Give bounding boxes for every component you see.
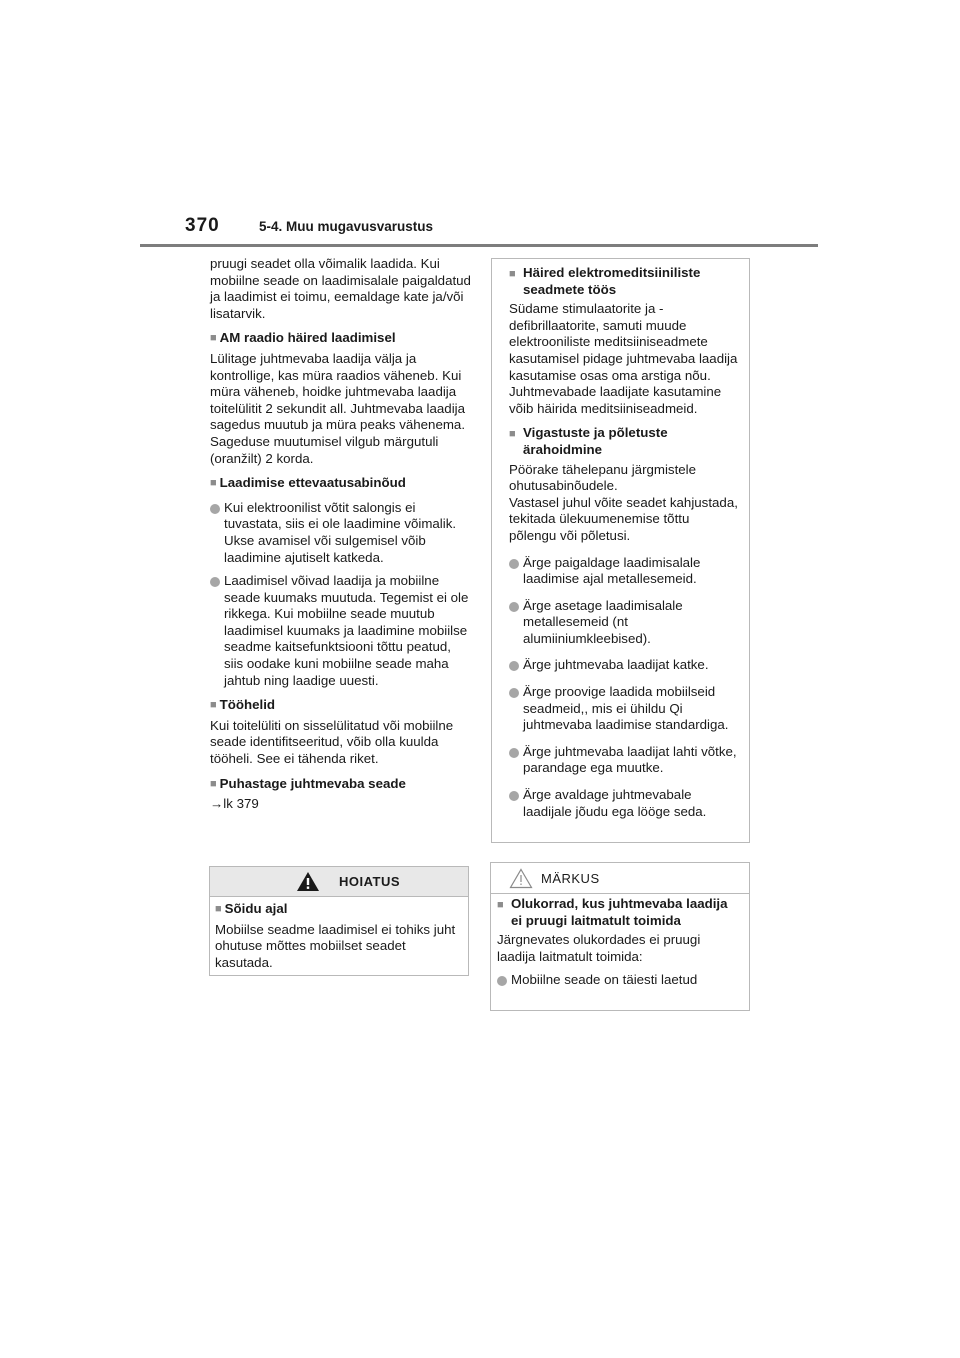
notice-label: MÄRKUS [541,871,600,886]
page-reference: →lk 379 [210,796,259,812]
am-radio-heading: ■ AM raadio häired laadimisel [210,330,472,348]
safety-item: Ärge paigaldage laadimisalale laadimise ajal metallesemeid. [509,555,739,588]
warning-body [210,897,468,971]
notice-box [490,862,750,1011]
warning-label: HOIATUS [339,874,401,889]
injury-prevention-text: Pöörake tähelepanu järgmistele ohutusabinõudele. [509,461,697,494]
notice-icon [509,868,533,889]
safety-item: Ärge juhtmevaba laadijat lahti võtke, parandage ega muutke. [509,744,739,777]
injury-prevention-heading: ■ Vigastuste ja põletuste ärahoidmine [509,425,739,458]
am-radio-text: Lülitage juhtmevaba laadija välja ja kontrollige, kas müra raadios väheneb. Kui müra väheneb, hoidke juhtmevaba laadija toitelülitit 2 sekundit all. Juhtmevaba laadija sagedus muutub ja müra peaks vähenema. Sageduse muutumisel vilgub märgutuli (oranžilt) 2 korda. [210,350,466,466]
interference-text: Juhtmevabade laadijate kasutamine võib häirida meditsiiniseadmeid. [509,384,722,416]
warning-heading: ■ Sõidu ajal [215,901,460,919]
safety-item: Ärge avaldage juhtmevabale laadijale jõudu ega lööge seda. [509,787,739,820]
interference-text: Südame stimulaatorite ja -defibrillaatorite, samuti muude elektrooniliste meditsiiniseadmete kasutamisel pidage juhtmevaba laadija kasutamise osas oma arstiga nõu. [509,301,738,383]
safety-item: Ärge juhtmevaba laadijat katke. [509,657,739,674]
operating-noise-heading: ■ Tööhelid [210,697,472,715]
notice-text: Järgnevates olukordades ei pruugi laadija laitmatult toimida: [497,932,701,964]
warning-header [210,867,468,897]
notice-body [491,894,749,989]
charging-precautions-heading: ■ Laadimise ettevaatusabinõud [210,475,472,493]
operating-noise-text: Kui toitelüliti on sisselülitatud või mobiilne seade identifitseeritud, võib olla kuulda tööheli. See ei tähenda riket. [210,717,454,767]
safety-item: Ärge asetage laadimisalale metallesemeid (nt alumiiniumkleebised). [509,598,739,648]
interference-heading: ■ Häired elektromeditsiiniliste seadmete töös [509,265,739,298]
notice-item: Mobiilne seade on täiesti laetud [497,972,741,989]
notice-header [491,863,749,894]
cleaning-heading: ■ Puhastage juhtmevaba seade [210,776,472,794]
page-number: 370 [185,215,220,236]
injury-prevention-text: Vastasel juhul võite seadet kahjustada, tekitada ülekuumenemise tõttu põlengu või põletusi. [509,494,738,543]
right-info-box [491,258,750,843]
notice-heading: ■ Olukorrad, kus juhtmevaba laadija ei pruugi laitmatult toimida [497,896,741,929]
header-rule [140,244,818,247]
intro-text: pruugi seadet olla võimalik laadida. Kui mobiilne seade on laadimisalale paigaldatud ja laadimist ei toimu, eemaldage kate ja/või lisatarvik. [210,256,471,321]
safety-item: Ärge proovige laadida mobiilseid seadmeid,, mis ei ühildu Qi juhtmevaba laadimise standardiga. [509,684,739,734]
warning-icon [296,871,320,892]
precaution-item: Laadimisel võivad laadija ja mobiilne seade kuumaks muutuda. Tegemist ei ole rikkega. Kui mobiilne seade muutub laadimisel kuumaks ja laadimine mobiilse seadme kaitsefunktsiooni tõttu peatud, siis oodake kuni mobiilne seade maha jahtub ning laadige uuesti. [210,573,472,689]
left-column [210,256,472,813]
section-title: 5-4. Muu mugavusvarustus [259,219,434,234]
warning-box [209,866,469,976]
precaution-item: Kui elektroonilist võtit salongis ei tuvastata, siis ei ole laadimine võimalik. Ukse avamisel või sulgemisel võib laadimine ajutiselt katkeda. [210,500,472,566]
warning-text: Mobiilse seadme laadimisel ei tohiks juht ohutuse mõttes mobiilset seadet kasutada. [215,921,456,970]
